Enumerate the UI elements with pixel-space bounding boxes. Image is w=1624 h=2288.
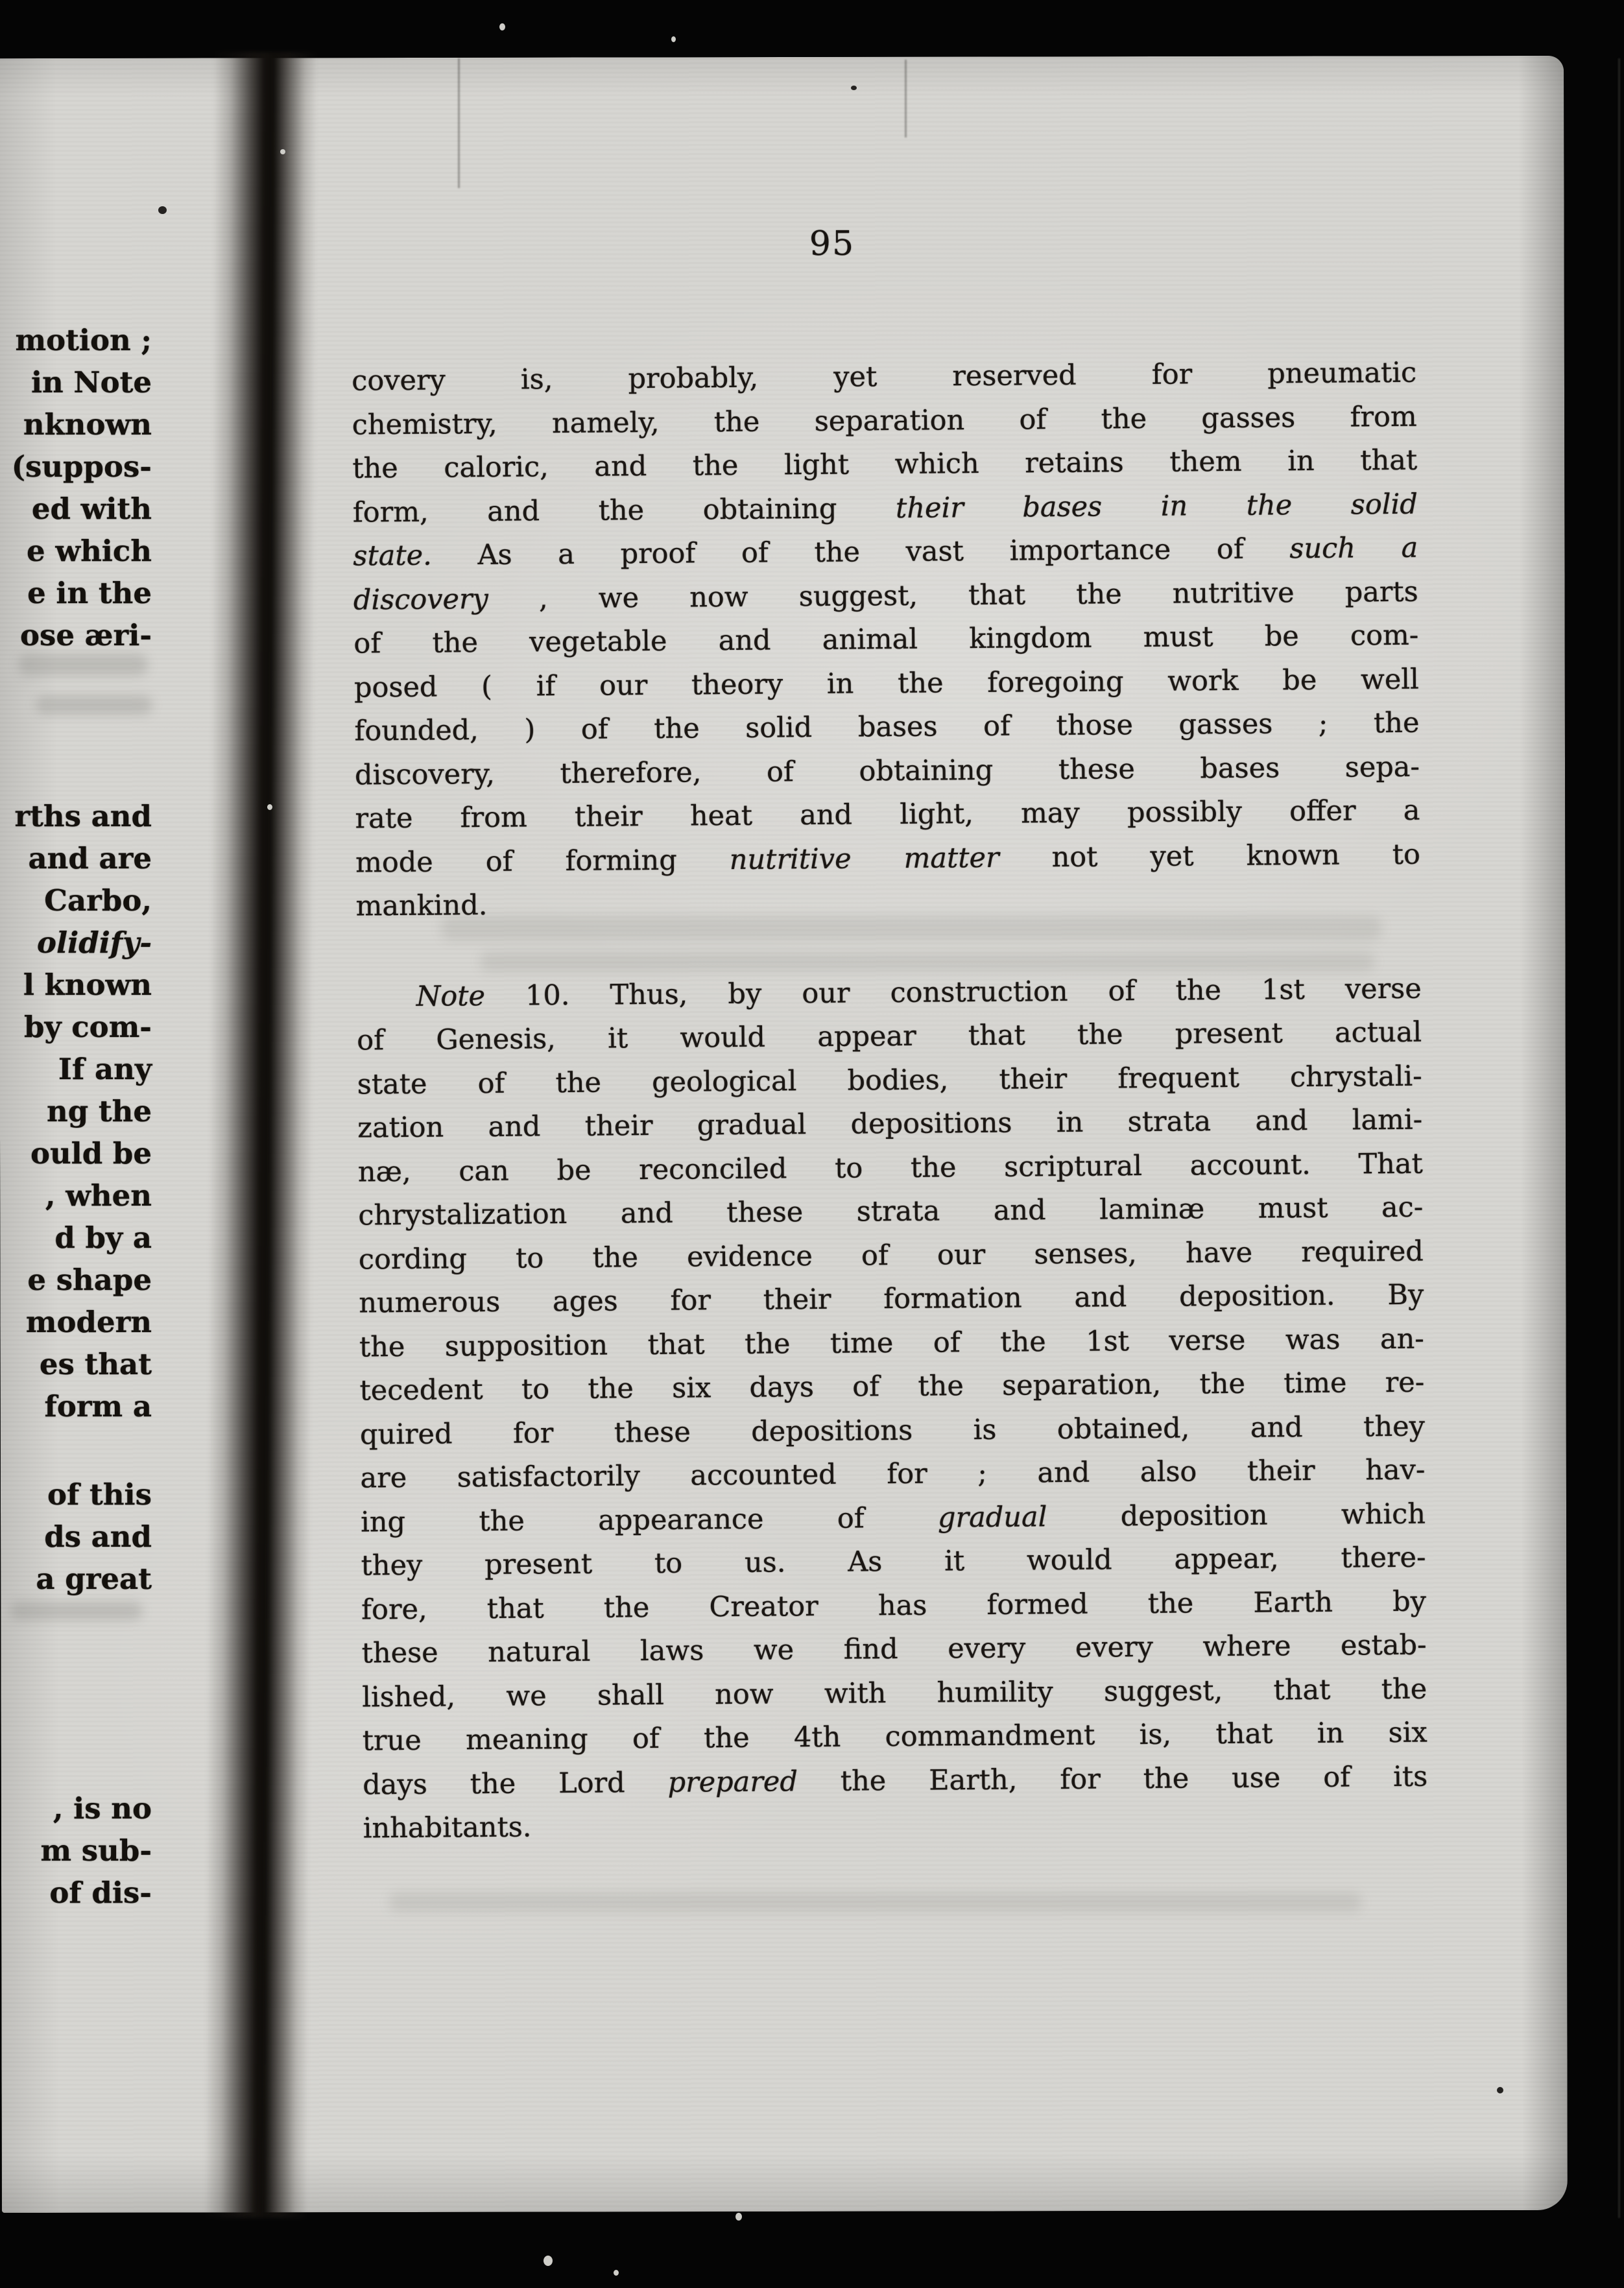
fragment-line: d by a [54,1221,152,1255]
text-line: of the vegetable and animal kingdom must be com- [353,619,1419,660]
fragment-line: If any [58,1052,152,1086]
text-line: numerous ages for their formation and deposition. By [359,1278,1424,1320]
scan-scratch [905,60,907,137]
ink-smudge [36,695,152,715]
text-line: of Genesis, it would appear that the present actual [357,1016,1422,1057]
text-line: discovery, therefore, of obtaining these bases sepa- [354,750,1420,792]
text-line: rate from their heat and light, may possibly offer a [355,794,1420,835]
text-line: zation and their gradual depositions in strata and lami- [357,1103,1423,1145]
ink-smudge [441,916,1381,940]
fragment-line: m sub- [40,1833,152,1868]
fragment-line: ng the [47,1094,152,1128]
facing-page-text-fragments [0,0,156,2288]
fragment-group [0,1473,154,1600]
ink-smudge [18,654,148,676]
text-line: inhabitants. [363,1811,532,1845]
fragment-line: motion ; [15,323,152,357]
binding-crease [204,52,318,2219]
fragment-group [0,319,154,656]
text-line: mankind. [355,888,488,923]
ink-smudge [389,1892,1362,1912]
text-line: founded, ) of the solid bases of those gasses ; the [354,706,1420,748]
text-line: true meaning of the 4th commandment is, that in six [362,1716,1427,1758]
fragment-line: nknown [23,407,152,442]
fragment-line: l known [23,968,152,1002]
text-line: state. As a proof of the vast importance of such a [353,531,1418,573]
fragment-line: e which [27,534,152,568]
dust-speck [671,36,676,42]
fragment-line: ds and [44,1519,152,1554]
scan-scratch [458,58,460,188]
fragment-line: in Note [30,365,152,399]
text-line: Note 10. Thus, by our construction of the 1st verse [416,972,1422,1013]
text-line: the caloric, and the light which retains them in that [352,444,1418,485]
fragment-line: ould be [30,1136,152,1171]
fragment-line: olidify- [37,925,152,960]
fragment-line: of this [47,1477,152,1512]
dust-speck [1497,2087,1503,2093]
text-line: quired for these depositions is obtained, and they [359,1410,1426,1451]
fragment-line: rths and [14,799,152,833]
fragment-group [0,795,154,1427]
dust-speck [267,804,272,810]
paragraph [352,352,1421,929]
fragment-line: , is no [53,1791,152,1826]
fragment-line: ed with [31,492,152,526]
fragment-line: es that [39,1347,152,1381]
text-line: fore, that the Creator has formed the Earth by [361,1585,1427,1627]
text-line: mode of forming nutritive matter not yet known to [355,838,1421,879]
text-line: ing the appearance of gradual deposition which [360,1497,1426,1539]
text-line: they present to us. As it would appear, there- [361,1541,1426,1582]
fragment-group [0,1787,154,1914]
fragment-line: form a [44,1389,152,1424]
dust-speck [851,86,857,90]
text-line: cording to the evidence of our senses, have required [358,1235,1424,1276]
fragment-line: , when [45,1178,152,1213]
text-line: posed ( if our theory in the foregoing work be well [353,663,1420,704]
dust-speck [614,2270,619,2276]
dust-speck [158,206,167,214]
page-text [352,352,1428,1851]
fragment-line: ose æri- [19,618,152,652]
fragment-line: and are [28,841,152,876]
fragment-line: modern [25,1305,152,1339]
text-line: days the Lord prepared the Earth, for the use of its [363,1760,1428,1802]
text-line: chemistry, namely, the separation of the gasses from [352,400,1417,442]
text-line: lished, we shall now with humility suggest, that the [362,1673,1427,1714]
fragment-line: by com- [24,1010,152,1044]
paragraph [356,967,1428,1851]
text-line: are satisfactorily accounted for ; and also their hav- [360,1453,1426,1495]
fragment-line: e in the [27,576,152,610]
ink-smudge [10,1602,143,1620]
text-line: discovery , we now suggest, that the nutritive parts [353,575,1418,617]
dust-speck [735,2213,742,2221]
ink-smudge [480,952,1375,971]
text-line: chrystalization and these strata and laminæ must ac- [358,1191,1424,1232]
fragment-line: e shape [27,1263,152,1297]
dust-speck [499,23,505,30]
fragment-line: (suppos- [11,449,152,484]
fragment-line: a great [36,1562,152,1596]
text-line: form, and the obtaining their bases in the solid [352,488,1418,529]
dust-speck [543,2256,553,2266]
text-line: the supposition that the time of the 1st verse was an- [359,1322,1425,1364]
text-line: state of the geological bodies, their frequent chrystali- [357,1060,1422,1101]
text-line: these natural laws we find every every where estab- [361,1628,1427,1670]
page-number: 95 [809,224,855,264]
text-line: tecedent to the six days of the separation, the time re- [359,1366,1425,1407]
dust-speck [280,149,285,154]
page-edge-line [1618,58,1620,2218]
fragment-line: of dis- [49,1876,152,1910]
text-line: næ, can be reconciled to the scriptural account. That [357,1147,1423,1189]
text-line: covery is, probably, yet reserved for pneumatic [352,356,1417,398]
fragment-line: Carbo, [44,883,152,918]
